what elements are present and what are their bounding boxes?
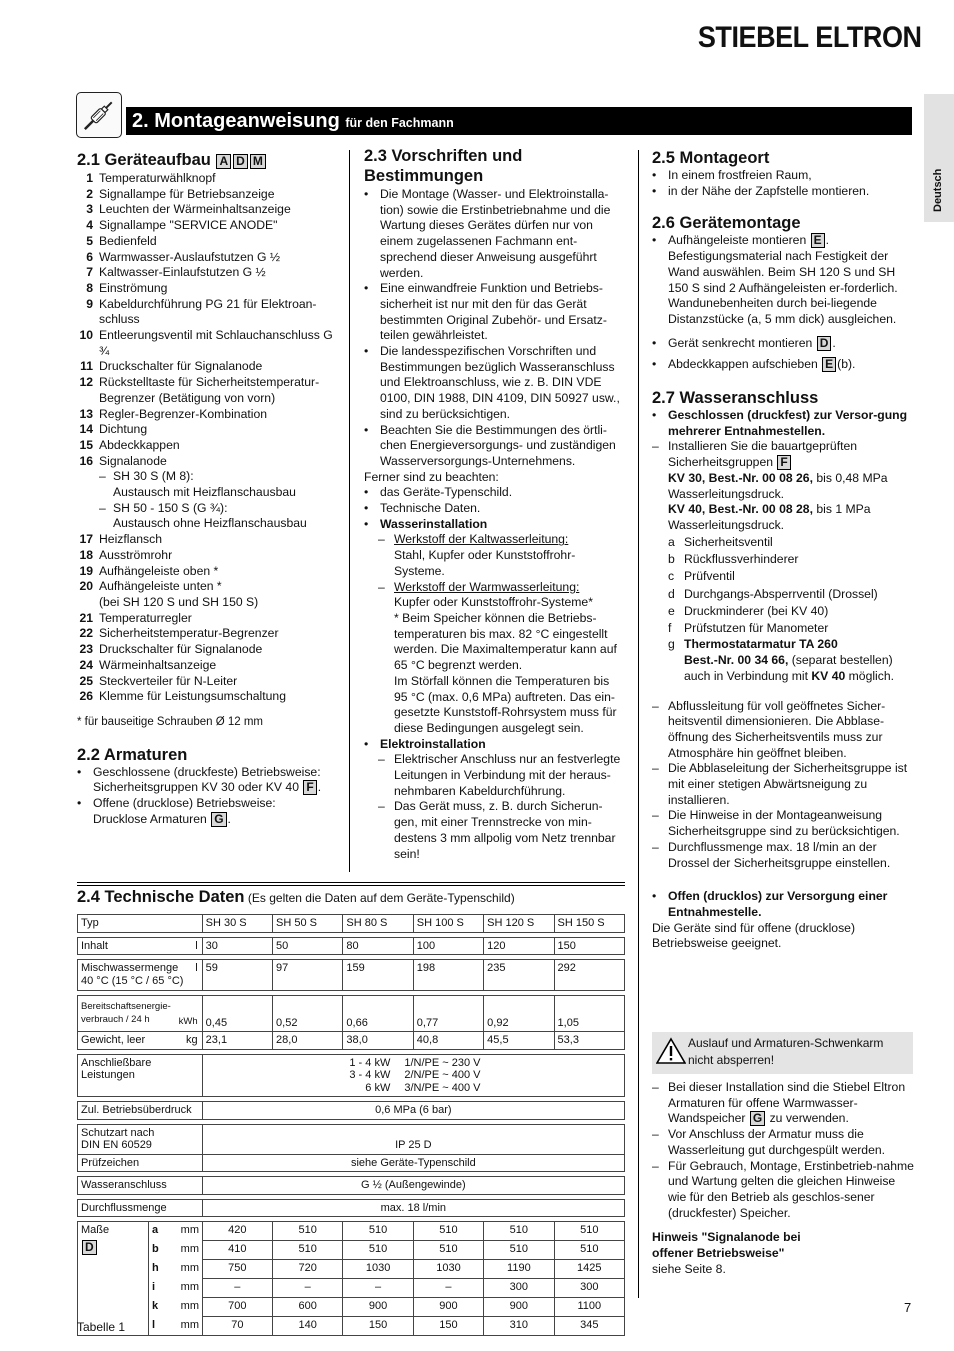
table-cell: 28,0 bbox=[273, 1032, 343, 1050]
row-label: Durchflussmenge bbox=[78, 1199, 203, 1217]
row-label: Zul. Betriebsüberdruck bbox=[78, 1102, 203, 1120]
table-cell: Typ bbox=[78, 915, 203, 933]
table-cell: 45,5 bbox=[484, 1032, 554, 1050]
table-top-rule bbox=[77, 882, 625, 883]
figure-key-f: F bbox=[777, 455, 790, 470]
figure-key-a: A bbox=[216, 154, 231, 169]
table-row bbox=[78, 937, 625, 955]
list-item: 11 Druckschalter für Signalanode bbox=[80, 359, 263, 374]
table-cell: 100 bbox=[413, 937, 483, 955]
list-item: – Abflussleitung für voll geöffnetes Sicher-heitsventil dimensionieren. Die Abblase-öffnung des Sicherheitsventils muss zur Atmosphäre hin geöffnet bleiben. bbox=[652, 698, 886, 760]
table-cell: IP 25 D bbox=[202, 1124, 624, 1154]
heading-2-5: 2.5 Montageort bbox=[652, 149, 770, 167]
warning-box bbox=[652, 1032, 913, 1074]
list-item: (bei SH 120 S und SH 150 S) bbox=[99, 594, 259, 609]
table-header: SH 120 S bbox=[484, 915, 554, 933]
component-list-continued bbox=[77, 532, 335, 705]
list-item: – Die Hinweise in der Montageanweisung Sicherheitsgruppe sind zu berücksichtigen. bbox=[652, 808, 900, 839]
list-item: d Durchgangs-Absperrventil (Drossel) bbox=[668, 586, 878, 601]
table-cell: 38,0 bbox=[343, 1032, 413, 1050]
armaturen-closed-title: Geschlossene (druckfeste) Betriebsweise: bbox=[93, 764, 321, 779]
heading-2-2: 2.2 Armaturen bbox=[77, 745, 188, 764]
row-label: Prüfzeichen bbox=[78, 1154, 203, 1172]
list-item: 7 Kaltwasser-Einlaufstutzen G ½ bbox=[86, 265, 266, 280]
table-cell: 900 bbox=[484, 1298, 554, 1317]
dimension-label: b mm bbox=[152, 1243, 199, 1255]
table-row bbox=[78, 915, 625, 933]
table-cell: 235 bbox=[484, 960, 554, 991]
list-item: c Prüfventil bbox=[668, 569, 735, 584]
list-item: f Prüfstutzen für Manometer bbox=[668, 621, 829, 636]
list-item: 13 Regler-Begrenzer-Kombination bbox=[79, 406, 268, 421]
table-cell: 120 bbox=[484, 937, 554, 955]
list-item: 24 Wärmeinhaltsanzeige bbox=[79, 657, 217, 672]
list-item: – Durchflussmenge max. 18 l/min an der Drossel der Sicherheitsgruppe einstellen. bbox=[652, 839, 891, 870]
column-vorschriften bbox=[364, 146, 626, 862]
column-geraeteaufbau bbox=[77, 150, 335, 827]
list-item: • Beachten Sie die Bestimmungen des örtli-chen Energieversorgungs- und zuständigen Wasserversorgungs-Unternehmens. bbox=[364, 422, 616, 468]
table-cell: 1425 bbox=[554, 1260, 624, 1279]
table-cell: 510 bbox=[484, 1222, 554, 1241]
open-install-notes bbox=[652, 1080, 914, 1277]
row-label: Maße D a mm b mm h mm i mm k mm l mm bbox=[78, 1222, 203, 1336]
table-cell: 510 bbox=[273, 1241, 343, 1260]
hint-signal-anode: Hinweis "Signalanode bei offener Betriebsweise" siehe Seite 8. bbox=[652, 1230, 801, 1276]
table-cell: 510 bbox=[273, 1222, 343, 1241]
row-label: Bereitschaftsenergie- verbrauch / 24 h kWh bbox=[78, 996, 203, 1032]
list-item: 8 Einströmung bbox=[86, 280, 168, 295]
list-item: 19 Aufhängeleiste oben * bbox=[79, 563, 219, 578]
table-row bbox=[78, 1177, 625, 1195]
table-cell: 900 bbox=[343, 1298, 413, 1317]
table-cell: 700 bbox=[202, 1298, 272, 1317]
wasserinstallation: • Wasserinstallation bbox=[364, 516, 488, 531]
table-cell: 510 bbox=[343, 1222, 413, 1241]
table-cell: 150 bbox=[554, 937, 624, 955]
table-row bbox=[78, 960, 625, 991]
list-item: 5 Bedienfeld bbox=[86, 233, 157, 248]
table-cell: – bbox=[202, 1279, 272, 1298]
list-item: 15 Abdeckkappen bbox=[79, 437, 180, 452]
figure-key-d: D bbox=[817, 336, 832, 351]
figure-key-e: E bbox=[811, 233, 825, 248]
table-header: SH 80 S bbox=[343, 915, 413, 933]
table-cell: 0,52 bbox=[273, 996, 343, 1032]
table-cell: 30 bbox=[202, 937, 272, 955]
elektro-item: – Elektrischer Anschluss nur an festverlegte Leitungen in Verbindung mit der heraus-nehmbaren Kabeldurchführung. bbox=[378, 752, 621, 798]
table-cell: 97 bbox=[273, 960, 343, 991]
component-list bbox=[77, 171, 335, 532]
table-cell: max. 18 l/min bbox=[202, 1199, 624, 1217]
row-label: Wasseranschluss bbox=[78, 1177, 203, 1195]
table-cell: 53,3 bbox=[554, 1032, 624, 1050]
brand-logo: STIEBEL ELTRON bbox=[698, 21, 922, 54]
kv40-info: KV 40, Best.-Nr. 00 08 28, bis 1 MPa Wasserleitungsdruck. bbox=[668, 502, 871, 532]
list-item: 4 Signallampe "SERVICE ANODE" bbox=[86, 218, 278, 233]
list-item: 9 Kabeldurchführung PG 21 für Elektroan-schluss bbox=[86, 296, 317, 327]
kv30-info: KV 30, Best.-Nr. 00 08 26, bis 0,48 MPa Wasserleitungsdruck. bbox=[668, 470, 888, 501]
list-item: 16 Signalanode bbox=[79, 453, 167, 468]
table-cell: 0,77 bbox=[413, 996, 483, 1032]
list-item: a Sicherheitsventil bbox=[668, 534, 773, 549]
list-item: 3 Leuchten der Wärmeinhaltsanzeige bbox=[86, 202, 291, 217]
table-cell: 1030 bbox=[343, 1260, 413, 1279]
part-g: g Thermostatarmatur TA 260 Best.-Nr. 00 34 66, (separat bestellen) auch in Verbindung mit KV 40 möglich. bbox=[668, 637, 895, 683]
table-cell: 40,8 bbox=[413, 1032, 483, 1050]
open-note: – Vor Anschluss der Armatur muss die Wasserleitung gut durchgespült werden. bbox=[652, 1127, 886, 1157]
table-header: SH 150 S bbox=[554, 915, 624, 933]
row-label: Gewicht, leer kg bbox=[78, 1032, 203, 1050]
table-cell: 510 bbox=[554, 1222, 624, 1241]
table-cell: 50 bbox=[273, 937, 343, 955]
list-item: 17 Heizflansch bbox=[79, 532, 162, 547]
figure-key-m: M bbox=[250, 154, 266, 169]
table-row bbox=[78, 1222, 625, 1241]
warmwasser-werkstoff: – Werkstoff der Warmwasserleitung: Kupfer oder Kunststoffrohr-Systeme* * Beim Speicher können die Betriebs-temperaturen bis max. 82 °C eingestellt werden. Die Maximaltemperatur kann auf 65 °C begrenzt werden. Im Störfall können die Temperaturen bis 95 °C (max. 0,6 MPa) auftreten. Das ein-gesetzte Kunststoff-Rohrsystem muss für diese Bedingungen ausgelegt sein. bbox=[378, 579, 617, 735]
dimension-label: h mm bbox=[152, 1262, 199, 1274]
figure-key-f: F bbox=[303, 780, 316, 795]
list-item: – Die Abblaseleitung der Sicherheitsgruppe ist mit einer stetigen Abwärtsneigung zu installieren. bbox=[652, 761, 908, 807]
list-item: 26 Klemme für Leistungsumschaltung bbox=[79, 689, 286, 704]
open-title: • Offen (drucklos) zur Versorgung einer Entnahmestelle. bbox=[652, 889, 888, 919]
list-item: 6 Warmwasser-Auslaufstutzen G ½ bbox=[86, 249, 281, 264]
language-tab bbox=[924, 94, 954, 222]
table-cell: – bbox=[343, 1279, 413, 1298]
table-cell: 0,92 bbox=[484, 996, 554, 1032]
list-item: 1 Temperaturwählknopf bbox=[86, 171, 216, 185]
table-cell: 510 bbox=[554, 1241, 624, 1260]
list-item: 14 Dichtung bbox=[79, 422, 148, 437]
armaturen-open-title: Offene (drucklose) Betriebsweise: bbox=[93, 796, 276, 811]
table-cell: siehe Geräte-Typenschild bbox=[202, 1154, 624, 1172]
heading-2-3: 2.3 Vorschriften und Bestimmungen bbox=[364, 147, 523, 185]
table-cell: 1 - 4 kW 1/N/PE ~ 230 V 3 - 4 kW 2/N/PE ~ 400 V 6 kW 3/N/PE ~ 400 V bbox=[202, 1054, 624, 1097]
heading-2-7: 2.7 Wasseranschluss bbox=[652, 389, 819, 408]
list-item: 25 Steckverteiler für N-Leiter bbox=[79, 673, 238, 688]
table-cell: 300 bbox=[554, 1279, 624, 1298]
figure-key-g: G bbox=[211, 812, 226, 827]
table-cell: 510 bbox=[343, 1241, 413, 1260]
table-row bbox=[78, 1154, 625, 1172]
table-cell: 420 bbox=[202, 1222, 272, 1241]
table-cell: 720 bbox=[273, 1260, 343, 1279]
page-number: 7 bbox=[904, 1300, 912, 1315]
drain-instructions bbox=[652, 699, 914, 872]
montageort-item: • in der Nähe der Zapfstelle montieren. bbox=[652, 183, 870, 198]
dimension-label: i mm bbox=[152, 1281, 199, 1293]
install-safety-group: – Installieren Sie die bauartgeprüften Sicherheitsgruppen F bbox=[652, 439, 858, 470]
list-subitem: – SH 50 - 150 S (G ¾): Austausch ohne Heizflanschausbau bbox=[99, 500, 307, 531]
list-item: 23 Druckschalter für Signalanode bbox=[79, 642, 263, 657]
table-header: SH 100 S bbox=[413, 915, 483, 933]
open-note: – Bei dieser Installation sind die Stiebel Eltron Armaturen für offene Warmwasser-Wandspeicher G zu verwenden. bbox=[652, 1080, 906, 1126]
figure-key-d: D bbox=[82, 1240, 97, 1255]
table-cell: 750 bbox=[202, 1260, 272, 1279]
list-item: 20 Aufhängeleiste unten * bbox=[79, 579, 222, 594]
list-item: 10 Entleerungsventil mit Schlauchanschluss G ¾ bbox=[79, 328, 333, 358]
table-header: SH 30 S bbox=[202, 915, 272, 933]
table-cell: 600 bbox=[273, 1298, 343, 1317]
list-item: 2 Signallampe für Betriebsanzeige bbox=[86, 186, 275, 201]
montage-step: • Gerät senkrecht montieren D . bbox=[652, 335, 836, 350]
dimension-label: k mm bbox=[152, 1300, 199, 1312]
armaturen-open-text: Drucklose Armaturen bbox=[93, 811, 207, 826]
table-cell: 23,1 bbox=[202, 1032, 272, 1050]
table-cell: 900 bbox=[413, 1298, 483, 1317]
list-item: 21 Temperaturregler bbox=[79, 610, 192, 625]
dimension-label: l mm bbox=[152, 1319, 199, 1331]
montageort-item: • In einem frostfreien Raum, bbox=[652, 168, 812, 182]
elektroinstallation: • Elektroinstallation bbox=[364, 736, 486, 751]
row-label: Anschließbare Leistungen bbox=[78, 1054, 203, 1097]
column-montage bbox=[652, 148, 914, 952]
armaturen-closed: • Geschlossene (druckfeste) Betriebsweise: Sicherheitsgruppen KV 30 oder KV 40 F . bbox=[77, 764, 322, 795]
table-cell: – bbox=[273, 1279, 343, 1298]
language-tab-label: Deutsch bbox=[932, 168, 944, 212]
list-subitem: – SH 30 S (M 8): Austausch mit Heizflanschausbau bbox=[99, 469, 296, 500]
table-cell: 510 bbox=[413, 1222, 483, 1241]
table-row bbox=[78, 996, 625, 1032]
table-cell: 70 bbox=[202, 1317, 272, 1336]
table-cell: 310 bbox=[484, 1317, 554, 1336]
table-top-rule bbox=[77, 885, 625, 886]
table-cell: 1,05 bbox=[554, 996, 624, 1032]
section-subtitle: für den Fachmann bbox=[345, 116, 454, 130]
table-cell: 59 bbox=[202, 960, 272, 991]
table-cell: 140 bbox=[273, 1317, 343, 1336]
table-cell: 198 bbox=[413, 960, 483, 991]
table-cell: – bbox=[413, 1279, 483, 1298]
table-cell: 410 bbox=[202, 1241, 272, 1260]
list-item: b Rückflussverhinderer bbox=[668, 551, 799, 566]
section-title: 2. Montageanweisung bbox=[132, 110, 340, 132]
ferner-label: Ferner sind zu beachten: bbox=[364, 469, 499, 484]
ferner-item: • das Geräte-Typenschild. bbox=[364, 485, 513, 500]
montage-step: • Abdeckkappen aufschieben E (b). bbox=[652, 357, 856, 372]
table-cell: 1030 bbox=[413, 1260, 483, 1279]
dimension-label: a mm bbox=[152, 1224, 199, 1236]
table-cell: 510 bbox=[413, 1241, 483, 1260]
row-label: Mischwassermenge 40 °C (15 °C / 65 °C) l bbox=[78, 960, 203, 991]
closed-title: • Geschlossen (druckfest) zur Versor-gung mehrerer Entnahmestellen. bbox=[652, 408, 908, 438]
figure-key-g: G bbox=[750, 1111, 765, 1126]
table-caption: Tabelle 1 bbox=[77, 1320, 126, 1334]
heading-2-6: 2.6 Gerätemontage bbox=[652, 214, 801, 233]
table-cell: 150 bbox=[413, 1317, 483, 1336]
open-text: Die Geräte sind für offene (drucklose) Betriebsweise geeignet. bbox=[652, 920, 855, 951]
list-item: • Die landesspezifischen Vorschriften und Bestimmungen bezüglich Wasseranschluss und Elektroanschluss, wie z. B. DIN VDE 0100, DIN 1988, DIN 4109, DIN 50927 usw., sind zu berücksichtigen. bbox=[364, 344, 620, 421]
section-header bbox=[126, 107, 912, 135]
list-item: e Druckminderer (bei KV 40) bbox=[668, 603, 829, 618]
row-label: Inhalt l bbox=[78, 937, 203, 955]
montage-step: • Aufhängeleiste montieren E . Befestigungsmaterial nach Festigkeit der Wand auswählen. Beim SH 120 S und SH 150 S sind 2 Aufhängeleisten er-forderlich. Wandunebenheiten durch bei-liegende Distanzstücke (a, 5 mm dick) ausgleichen. bbox=[652, 233, 898, 326]
safety-group-parts bbox=[652, 534, 914, 638]
table-cell: 292 bbox=[554, 960, 624, 991]
table-cell: 1190 bbox=[484, 1260, 554, 1279]
footnote: * für bauseitige Schrauben Ø 12 mm bbox=[77, 715, 264, 728]
table-cell: 1100 bbox=[554, 1298, 624, 1317]
figure-key-d: D bbox=[233, 154, 248, 169]
open-note: – Für Gebrauch, Montage, Erstinbetrieb-nahme und Wartung gelten die gleichen Hinweise wie für den Betrieb als geschlos-sener (druckfester) Speicher. bbox=[652, 1158, 914, 1220]
table-cell: 345 bbox=[554, 1317, 624, 1336]
table-cell: G ½ (Außengewinde) bbox=[202, 1177, 624, 1195]
warning-icon bbox=[656, 1037, 686, 1065]
table-row bbox=[78, 1102, 625, 1120]
table-cell: 0,66 bbox=[343, 996, 413, 1032]
table-row bbox=[78, 1199, 625, 1217]
table-cell: 300 bbox=[484, 1279, 554, 1298]
table-cell: 80 bbox=[343, 937, 413, 955]
row-label: Schutzart nach DIN EN 60529 bbox=[78, 1124, 203, 1154]
table-header: SH 50 S bbox=[273, 915, 343, 933]
armaturen-open: • Offene (drucklose) Betriebsweise: Drucklose Armaturen G . bbox=[77, 796, 276, 826]
list-item: 22 Sicherheitstemperatur-Begrenzer bbox=[79, 626, 279, 641]
kaltwasser-werkstoff: – Werkstoff der Kaltwasserleitung: Stahl, Kupfer oder Kunststoffrohr-Systeme. bbox=[378, 532, 576, 578]
vorschriften-list bbox=[364, 187, 626, 470]
column-divider-2 bbox=[638, 150, 639, 1298]
heading-2-1: 2.1 Geräteaufbau A D M bbox=[77, 150, 335, 170]
figure-key-e: E bbox=[822, 357, 836, 372]
technical-data-table bbox=[77, 914, 625, 1336]
table-cell: 159 bbox=[343, 960, 413, 991]
list-item: 18 Ausströmrohr bbox=[79, 547, 173, 562]
list-item: 12 Rückstelltaste für Sicherheitstemperatur-Begrenzer (Betätigung von vorn) bbox=[79, 375, 320, 405]
table-cell: 0,45 bbox=[202, 996, 272, 1032]
screwdriver-icon bbox=[76, 92, 122, 138]
warning-text: Auslauf und Armaturen-Schwenkarm nicht absperren! bbox=[688, 1036, 884, 1067]
elektro-item: – Das Gerät muss, z. B. durch Sicherun-gen, mit einer Trennstrecke von min-destens 3 mm allpolig vom Netz trennbar sein! bbox=[378, 799, 616, 861]
table-cell: 150 bbox=[343, 1317, 413, 1336]
column-divider-1 bbox=[349, 150, 350, 872]
armaturen-closed-text: Sicherheitsgruppen KV 30 oder KV 40 bbox=[93, 780, 299, 795]
list-item: • Eine einwandfreie Funktion und Betriebs-sicherheit ist nur mit den für das Gerät bestimmten Original Zubehör- und Ersatz-teilen gewährleistet. bbox=[364, 281, 607, 343]
table-row bbox=[78, 1054, 625, 1097]
list-item: • Die Montage (Wasser- und Elektroinstalla-tion) sowie die Erstinbetriebnahme und die Wartung dieses Gerätes dürfen nur von einem zugelassenen Fachmann ent-sprechend dieser Anweisung ausgeführt werden. bbox=[364, 187, 611, 280]
table-cell: 0,6 MPa (6 bar) bbox=[202, 1102, 624, 1120]
table-row bbox=[78, 1124, 625, 1154]
table-row bbox=[78, 1032, 625, 1050]
table-cell: 510 bbox=[484, 1241, 554, 1260]
ferner-item: • Technische Daten. bbox=[364, 501, 481, 516]
heading-2-4: 2.4 Technische Daten (Es gelten die Daten auf dem Geräte-Typenschild) bbox=[77, 888, 515, 906]
